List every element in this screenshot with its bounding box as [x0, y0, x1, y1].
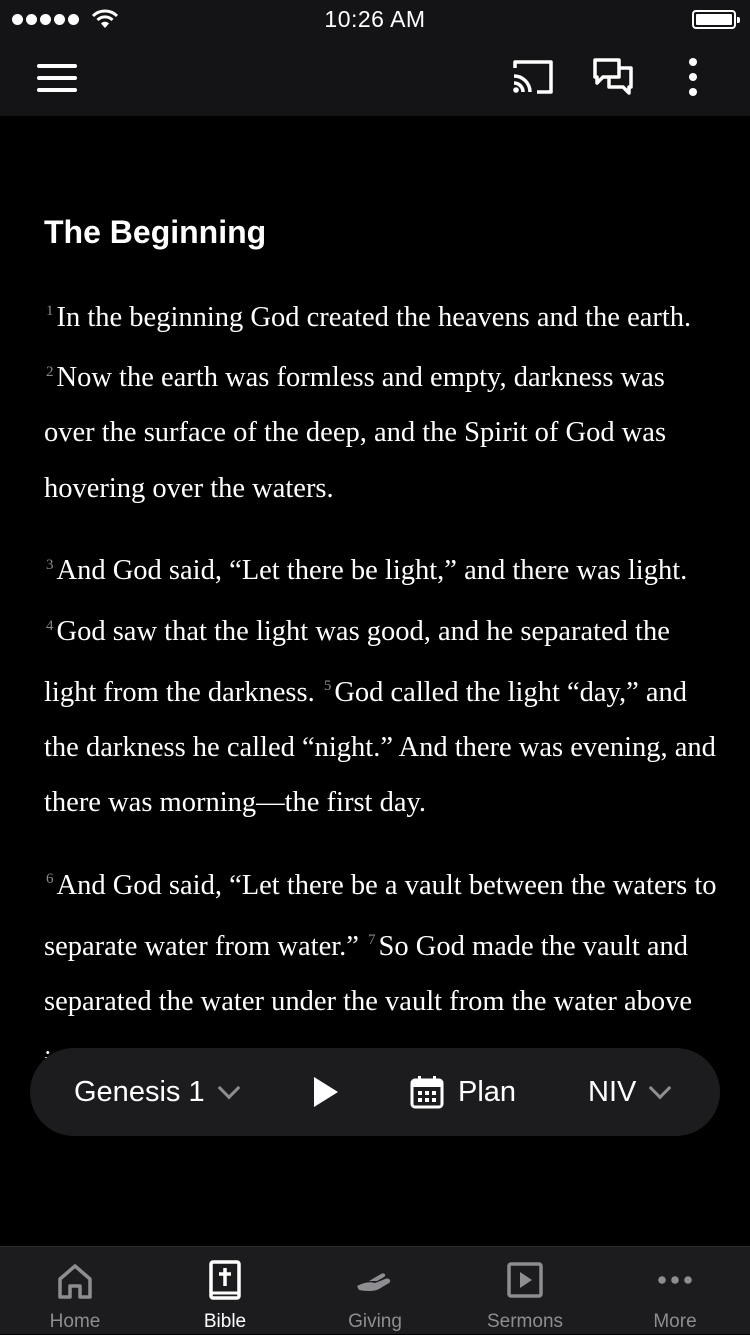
- tab-label: Sermons: [486, 1311, 564, 1332]
- tab-label: More: [653, 1311, 697, 1332]
- status-time: 10:26 AM: [324, 6, 426, 32]
- verse-number: 5: [323, 678, 332, 695]
- battery-icon: [692, 10, 736, 29]
- tab-label: Home: [49, 1311, 101, 1332]
- verse[interactable]: [44, 302, 691, 333]
- chat-icon[interactable]: [590, 56, 636, 98]
- verse-text: And God said, “Let there be a vault between the waters to separate water from water.”: [44, 869, 717, 962]
- sermons-icon: [501, 1259, 549, 1303]
- paragraph: [44, 538, 720, 831]
- giving-icon: [351, 1259, 399, 1303]
- bible-icon: [201, 1259, 249, 1303]
- verse-text: And God said, “Let there be light,” and there was light.: [56, 555, 688, 587]
- overflow-menu-icon[interactable]: [676, 54, 710, 100]
- chapter-selector[interactable]: [74, 1048, 237, 1136]
- chapter-label: Genesis 1: [74, 1075, 205, 1108]
- verse[interactable]: [44, 362, 666, 503]
- tab-bible[interactable]: [150, 1247, 300, 1335]
- verse-number: 4: [46, 617, 54, 634]
- play-button[interactable]: [312, 1048, 340, 1136]
- hamburger-menu-icon[interactable]: [34, 60, 80, 96]
- section-title: The Beginning: [44, 214, 267, 250]
- verse-text: God called the light “day,” and the darkness he called “night.” And there was evening, and there was morning—the first day.: [44, 676, 716, 819]
- verse-number: 6: [46, 871, 54, 888]
- play-icon: [312, 1076, 340, 1108]
- version-selector[interactable]: [588, 1048, 668, 1136]
- status-bar: [0, 0, 750, 40]
- calendar-icon: [410, 1075, 444, 1109]
- tab-home[interactable]: [0, 1247, 150, 1335]
- tab-bar: [0, 1246, 750, 1334]
- verse-text: Now the earth was formless and empty, darkness was over the surface of the deep, and the Spirit of God was hovering over the waters.: [44, 362, 667, 504]
- version-label: NIV: [588, 1075, 637, 1108]
- verse-number: 7: [368, 932, 376, 949]
- verse-text: God saw that the light was good, and he separated the light from the darkness.: [44, 616, 670, 708]
- verse-number: 1: [46, 303, 54, 319]
- tab-more[interactable]: [600, 1247, 750, 1335]
- chevron-down-icon: [217, 1077, 240, 1100]
- verse-text: In the beginning God created the heavens and the earth.: [56, 301, 692, 333]
- reader-controls: [30, 1048, 720, 1136]
- plan-button[interactable]: [410, 1048, 516, 1136]
- plan-label: Plan: [458, 1075, 517, 1108]
- more-icon: [651, 1259, 699, 1303]
- tab-label: Giving: [348, 1311, 402, 1332]
- paragraph: [44, 284, 720, 516]
- home-icon: [51, 1259, 99, 1303]
- verse-text: So God made the vault and separated the water under the vault from the water above: [44, 930, 693, 1017]
- cast-icon[interactable]: [510, 56, 556, 98]
- top-nav: [0, 40, 750, 116]
- tab-label: Bible: [203, 1311, 247, 1332]
- verse-number: 3: [46, 556, 54, 573]
- chevron-down-icon: [649, 1077, 672, 1100]
- tab-giving[interactable]: [300, 1247, 450, 1335]
- verse-number: 2: [46, 363, 54, 380]
- tab-sermons[interactable]: [450, 1247, 600, 1335]
- verse[interactable]: [44, 555, 687, 586]
